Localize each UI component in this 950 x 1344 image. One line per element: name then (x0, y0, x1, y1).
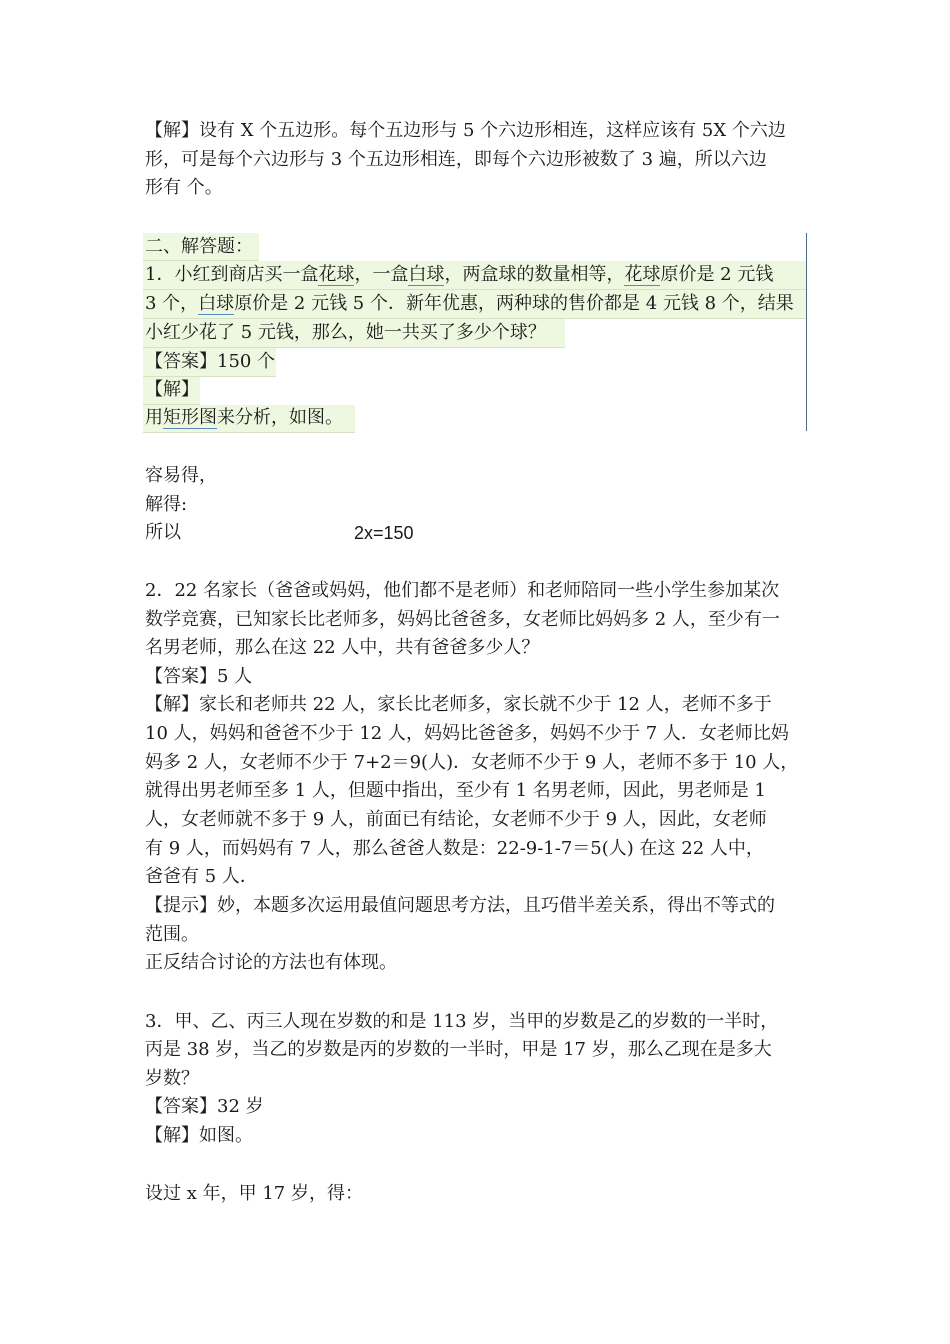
q2-line-2: 数学竞赛，已知家长比老师多，妈妈比爸爸多，女老师比妈妈多 2 人，至少有一 (145, 609, 780, 630)
q1-text: 用 (145, 407, 163, 428)
q3-line-3: 岁数？ (145, 1068, 199, 1089)
intro-line-3: 形有 个。 (145, 177, 223, 198)
q1-text: 1．小红到商店买一盒 (145, 264, 319, 285)
q1-solve: 解得: (145, 494, 188, 515)
q1-term-white-ball: 白球 (198, 293, 235, 314)
q1-text: ，一盒 (354, 264, 409, 285)
section-heading: 二、解答题： (145, 236, 253, 257)
q1-so: 所以 (145, 522, 181, 543)
q2-solution-line-3: 妈多 2 人，女老师不少于 7+2＝9(人)．女老师不少于 9 人，老师不多于 10 人， (145, 752, 799, 773)
q1-jie-label: 【解】 (145, 379, 199, 400)
q1-term-flower-ball: 花球 (624, 264, 661, 285)
q1-term-rectangle-diagram: 矩形图 (163, 407, 217, 428)
q1-text: 来分析，如图。 (217, 407, 343, 428)
q1-text: 原价是 2 元钱 (660, 264, 774, 285)
q3-line-2: 丙是 38 岁，当乙的岁数是丙的岁数的一半时，甲是 17 岁，那么乙现在是多大 (145, 1039, 772, 1060)
q1-line-3: 小红少花了 5 元钱，那么，她一共买了多少个球？ (145, 322, 546, 343)
q2-line-3: 名男老师，那么在这 22 人中，共有爸爸多少人？ (145, 637, 540, 658)
q2-solution-line-4: 就得出男老师至多 1 人，但题中指出，至少有 1 名男老师，因此，男老师是 1 (145, 780, 766, 801)
intro-line-1: 【解】设有 X 个五边形。每个五边形与 5 个六边形相连，这样应该有 5X 个六边 (145, 120, 786, 141)
q1-equation: 2x=150 (354, 523, 414, 543)
q1-term-flower-ball: 花球 (318, 264, 355, 285)
q2-solution-line-6: 有 9 人，而妈妈有 7 人，那么爸爸人数是：22-9-1-7＝5(人) 在这 22 人中， (145, 838, 764, 859)
q2-tip-line-3: 正反结合讨论的方法也有体现。 (145, 952, 397, 973)
q3-jie: 【解】如图。 (145, 1125, 253, 1146)
q3-line-1: 3．甲、乙、丙三人现在岁数的和是 113 岁，当甲的岁数是乙的岁数的一半时， (145, 1011, 779, 1032)
q1-answer: 【答案】150 个 (145, 351, 276, 372)
q1-line-2 (145, 294, 794, 314)
q1-easy: 容易得， (145, 465, 217, 486)
q1-text: 原价是 2 元钱 5 个．新年优惠，两种球的售价都是 4 元钱 8 个，结果 (234, 293, 794, 314)
q1-line-1 (145, 265, 773, 285)
q2-tip-line-2: 范围。 (145, 924, 199, 945)
q1-analysis (145, 408, 343, 428)
q1-text: 3 个， (145, 293, 199, 314)
q3-answer: 【答案】32 岁 (145, 1096, 264, 1117)
q2-tip-line-1: 【提示】妙，本题多次运用最值问题思考方法，且巧借半差关系，得出不等式的 (145, 895, 775, 916)
q2-solution-line-1: 【解】家长和老师共 22 人，家长比老师多，家长就不少于 12 人，老师不多于 (145, 694, 772, 715)
q2-solution-line-7: 爸爸有 5 人． (145, 866, 258, 887)
q1-term-white-ball: 白球 (408, 264, 445, 285)
intro-line-2: 形，可是每个六边形与 3 个五边形相连，即每个六边形被数了 3 遍，所以六边 (145, 149, 767, 170)
revision-bar (806, 233, 807, 431)
q2-solution-line-2: 10 人，妈妈和爸爸不少于 12 人，妈妈比爸爸多，妈妈不少于 7 人．女老师比妈 (145, 723, 789, 744)
q1-text: ，两盒球的数量相等， (444, 264, 625, 285)
q2-answer: 【答案】5 人 (145, 666, 253, 687)
q2-solution-line-5: 人，女老师就不多于 9 人，前面已有结论，女老师不少于 9 人，因此，女老师 (145, 809, 767, 830)
q3-setup: 设过 x 年，甲 17 岁，得： (145, 1183, 363, 1204)
q2-line-1: 2．22 名家长（爸爸或妈妈，他们都不是老师）和老师陪同一些小学生参加某次 (145, 580, 780, 601)
